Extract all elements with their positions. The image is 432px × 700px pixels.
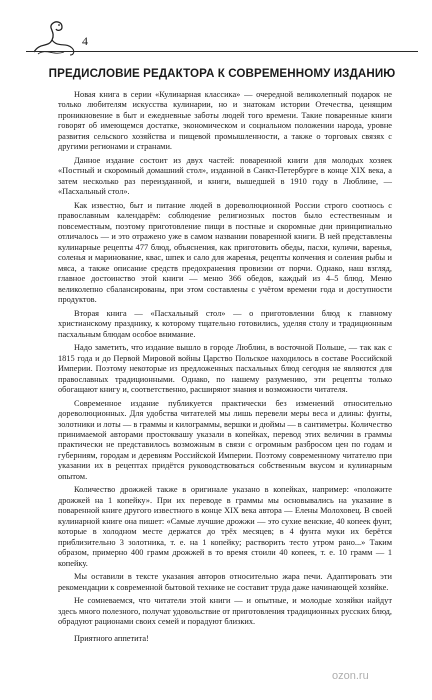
paragraph: Как известно, быт и питание людей в дореволюционной России строго соотнось с православным календарём: соблюдение религиозных постов было естественным и повсеместным, поэтому приготовление пищи в постные и скоромные дни принципиально отличалось — и это отражено уже в самом названии поваренной книги. В ней представлены кулинарные рецепты 477 блюд, объяснения, как приготовить обеды, пасхи, куличи, варенья, соленья и маринование, квас, шпек и сало для жаренья, рецепты копчения и соления рыбы и мяса, а также описание средств предохранения провизии от порчи. Однако, наш взгляд, главное достоинство этой книги — меню 366 обедов, каждый из 4–5 блюд. Меню великолепно сбалансированы, при этом составлены с учётом времени года и доступности продуктов. [58,200,392,304]
paragraph: Мы оставили в тексте указания авторов относительно жара печи. Адаптировать эти рекомендации к современной бытовой технике не составит труда даже начинающей хозяйке. [58,572,392,592]
paragraph: Данное издание состоит из двух частей: поваренной книги для молодых хозяек «Постный и скоромный домашний стол», изданной в Санкт-Петербурге в конце XIX века, а затем несколько раз переизданной, и книги, вышедшей в 1910 году в Люблине, — «Пасхальный стол». [58,155,392,197]
closing-line: Приятного аппетита! [74,633,149,643]
paragraph: Не сомневаемся, что читатели этой книги — и опытные, и молодые хозяйки найдут здесь много полезного, получат удовольствие от приготовления традиционных русских блюд, обрадуют рационами своих семей и порадуют близких. [58,596,392,627]
paragraph: Современное издание публикуется практически без изменений относительно дореволюционных. Для удобства читателей мы лишь перевели меры веса и длины: фунты, золотники и лоты — в граммы и килограммы, вершки и дюймы — в сантиметры. Количество принимаемой авторами простоквашу указали в копейках, перевод этих величин в граммы практически не представилось возможным в связи с огромным разбросом цен по годам и губерниям, городам и деревням Российской Империи. Поэтому современному читателю при указании их в рецептах придётся руководствоваться собственным вкусом и кулинарным опытом. [58,398,392,481]
header-rule [26,51,418,52]
paragraph: Новая книга в серии «Кулинарная классика» — очередной великолепный подарок не только любителям искусства кулинарии, но и знатокам истории Отечества, ценящим проникновение в быт и ежедневные заботы людей того времени. Такие поваренные книги говорят об имеющемся достатке, экономическом и социальном положении народа, уровне развития сельского хозяйства и пищевой промышленности, а также о торговых связях с другими регионами и странами. [58,90,392,152]
page-header [0,0,432,60]
snake-ornament-icon [30,18,78,58]
preface-body [58,90,392,647]
section-title: ПРЕДИСЛОВИЕ РЕДАКТОРА К СОВРЕМЕННОМУ ИЗДАНИЮ [48,67,396,80]
paragraph: Количество дрожжей также в оригинале указано в копейках, например: «положите дрожжей на 1 копейку». При их переводе в граммы мы основывались на указание в поваренной книге другого известного в конце XIX века автора — Елены Молоховец. В своей кулинарной книге она пишет: «Самые лучшие дрожжи — это сухие венские, 40 копеек фунт, которые в холодном месте держатся до трёх месяцев; в 4 фунта муки их берётся приблизительно 3 золотника, т. е. на 1 копейку; растворить тесто утром рано...» Таким образом, примерно 400 грамм дрожжей в то время стоили 40 копеек, т. е. 10 грамм — 1 копейку. [58,485,392,568]
paragraph: Вторая книга — «Пасхальный стол» — о приготовлении блюд к главному христианскому празднику, к которому тщательно готовились, уделяя столу и традиционным пасхальным блюдам особое внимание. [58,308,392,339]
paragraph: Надо заметить, что издание вышло в городе Люблин, в восточной Польше, — так как с 1815 года и до Первой Мировой войны Царство Польское находилось в составе Российской Империи. Поэтому некоторые из предложенных пасхальных блюд сегодня не являются для православных традиционными. Однако, по нашему разумению, эти рецепты только обогащают книгу и, соответственно, расширяют знания и возможности читателя. [58,343,392,394]
watermark: ozon.ru [332,670,369,682]
page-number: 4 [82,34,88,48]
